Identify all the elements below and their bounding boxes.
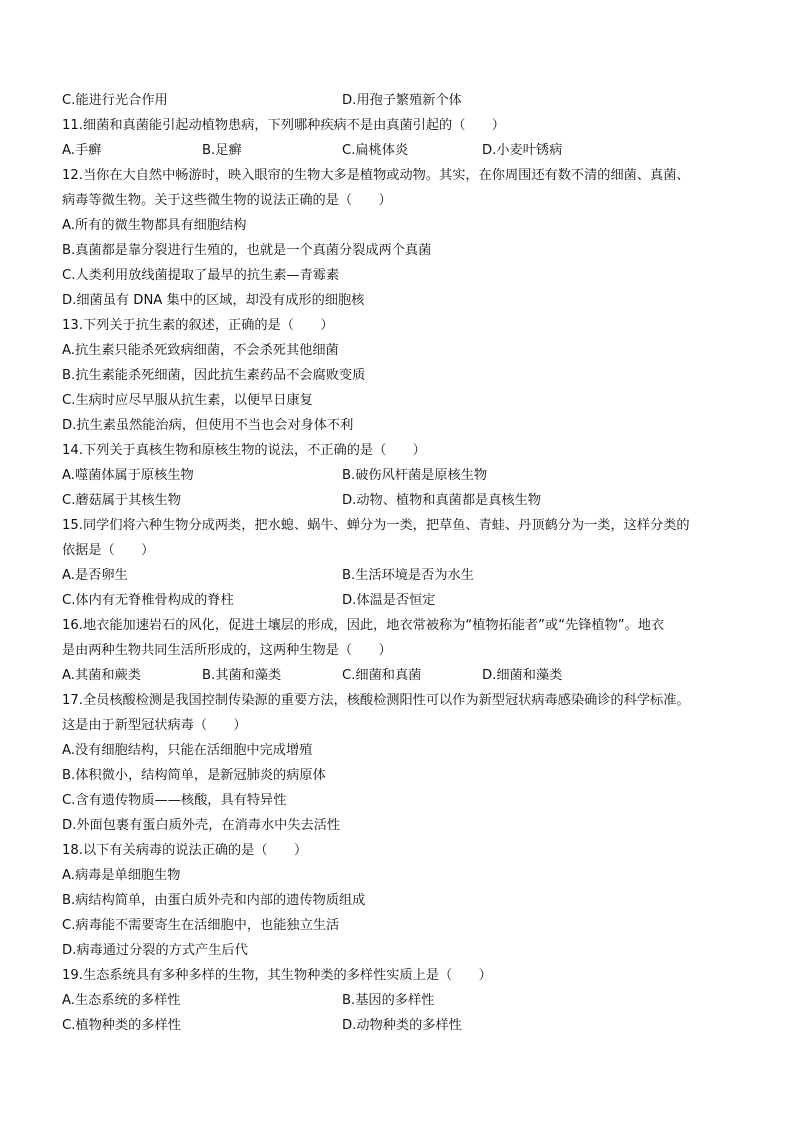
option-row — [62, 488, 754, 513]
text-line: A.抗生素只能杀死致病细菌，不会杀死其他细菌 — [62, 343, 339, 358]
text-line: C.病毒能不需要寄生在活细胞中，也能独立生活 — [62, 918, 340, 933]
answer-option: A.生态系统的多样性 — [62, 993, 181, 1008]
option-row — [62, 663, 754, 688]
text-line: 17.全员核酸检测是我国控制传染源的重要方法，核酸检测阳性可以作为新型冠状病毒感染确诊的科学标准。 — [62, 693, 690, 708]
answer-option: C.细菌和真菌 — [342, 668, 422, 683]
text-line: B.病结构简单，由蛋白质外壳和内部的遗传物质组成 — [62, 893, 366, 908]
text-line: 是由两种生物共同生活所形成的，这两种生物是（ ） — [62, 643, 392, 658]
answer-option: A.手癣 — [62, 143, 102, 158]
text-line: 15.同学们将六种生物分成两类，把水螅、蜗牛、蝉分为一类，把草鱼、青蛙、丹顶鹤分为一类，这样分类的 — [62, 518, 690, 533]
answer-option: A.其菌和蕨类 — [62, 668, 141, 683]
answer-option: A.噬菌体属于原核生物 — [62, 468, 194, 483]
answer-option: D.小麦叶锈病 — [482, 143, 563, 158]
answer-option: D.动物、植物和真菌都是真核生物 — [342, 493, 541, 508]
option-row — [62, 463, 754, 488]
answer-option: D.动物种类的多样性 — [342, 1018, 462, 1033]
text-line: 13.下列关于抗生素的叙述，正确的是（ ） — [62, 318, 334, 333]
text-line: B.真菌都是靠分裂进行生殖的，也就是一个真菌分裂成两个真菌 — [62, 243, 432, 258]
answer-option: B.其菌和藻类 — [202, 668, 282, 683]
answer-option: B.基因的多样性 — [342, 993, 435, 1008]
answer-option: A.是否卵生 — [62, 568, 128, 583]
text-line: D.细菌虽有 DNA 集中的区域，却没有成形的细胞核 — [62, 293, 365, 308]
option-row — [62, 138, 754, 163]
answer-option: C.蘑菇属于其核生物 — [62, 493, 181, 508]
text-line: D.抗生素虽然能治病，但使用不当也会对身体不利 — [62, 418, 354, 433]
text-line: 16.地衣能加速岩石的风化，促进土壤层的形成，因此，地衣常被称为“植物拓能者”或“先锋植物”。地衣 — [62, 618, 665, 633]
text-line: D.病毒通过分裂的方式产生后代 — [62, 943, 248, 958]
text-line: B.抗生素能杀死细菌，因此抗生素药品不会腐败变质 — [62, 368, 366, 383]
text-line: B.体积微小，结构简单，是新冠肺炎的病原体 — [62, 768, 326, 783]
text-line: A.病毒是单细胞生物 — [62, 868, 181, 883]
answer-option: C.能进行光合作用 — [62, 93, 168, 108]
answer-option: C.扁桃体炎 — [342, 143, 409, 158]
text-line: D.外面包裹有蛋白质外壳，在消毒水中失去活性 — [62, 818, 341, 833]
text-line: 11.细菌和真菌能引起动植物患病，下列哪种疾病不是由真菌引起的（ ） — [62, 118, 505, 133]
text-line: 12.当你在大自然中畅游时，映入眼帘的生物大多是植物或动物。其实，在你周围还有数不清的细菌、真菌、 — [62, 168, 690, 183]
text-line: C.生病时应尽早服从抗生素，以便早日康复 — [62, 393, 313, 408]
text-line: 19.生态系统具有多种多样的生物，其生物种类的多样性实质上是（ ） — [62, 968, 492, 983]
option-row — [62, 588, 754, 613]
text-line: 14.下列关于真核生物和原核生物的说法，不正确的是（ ） — [62, 443, 426, 458]
option-row — [62, 988, 754, 1013]
answer-option: D.体温是否恒定 — [342, 593, 436, 608]
text-line: C.人类利用放线菌提取了最早的抗生素—青霉素 — [62, 268, 340, 283]
text-line: 病毒等微生物。关于这些微生物的说法正确的是（ ） — [62, 193, 392, 208]
text-line: A.没有细胞结构，只能在活细胞中完成增殖 — [62, 743, 313, 758]
text-line: A.所有的微生物都具有细胞结构 — [62, 218, 247, 233]
answer-option: B.生活环境是否为水生 — [342, 568, 474, 583]
text-line: 这是由于新型冠状病毒（ ） — [62, 718, 247, 733]
answer-option: C.体内有无脊椎骨构成的脊柱 — [62, 593, 234, 608]
option-row — [62, 563, 754, 588]
text-line: C.含有遗传物质——核酸，具有特异性 — [62, 793, 287, 808]
text-line: 18.以下有关病毒的说法正确的是（ ） — [62, 843, 308, 858]
option-row — [62, 88, 754, 113]
answer-option: B.足癣 — [202, 143, 242, 158]
answer-option: C.植物种类的多样性 — [62, 1018, 181, 1033]
answer-option: B.破伤风杆菌是原核生物 — [342, 468, 488, 483]
answer-option: D.用孢子繁殖新个体 — [342, 93, 462, 108]
option-row — [62, 1013, 754, 1038]
answer-option: D.细菌和藻类 — [482, 668, 563, 683]
text-line: 依据是（ ） — [62, 543, 155, 558]
